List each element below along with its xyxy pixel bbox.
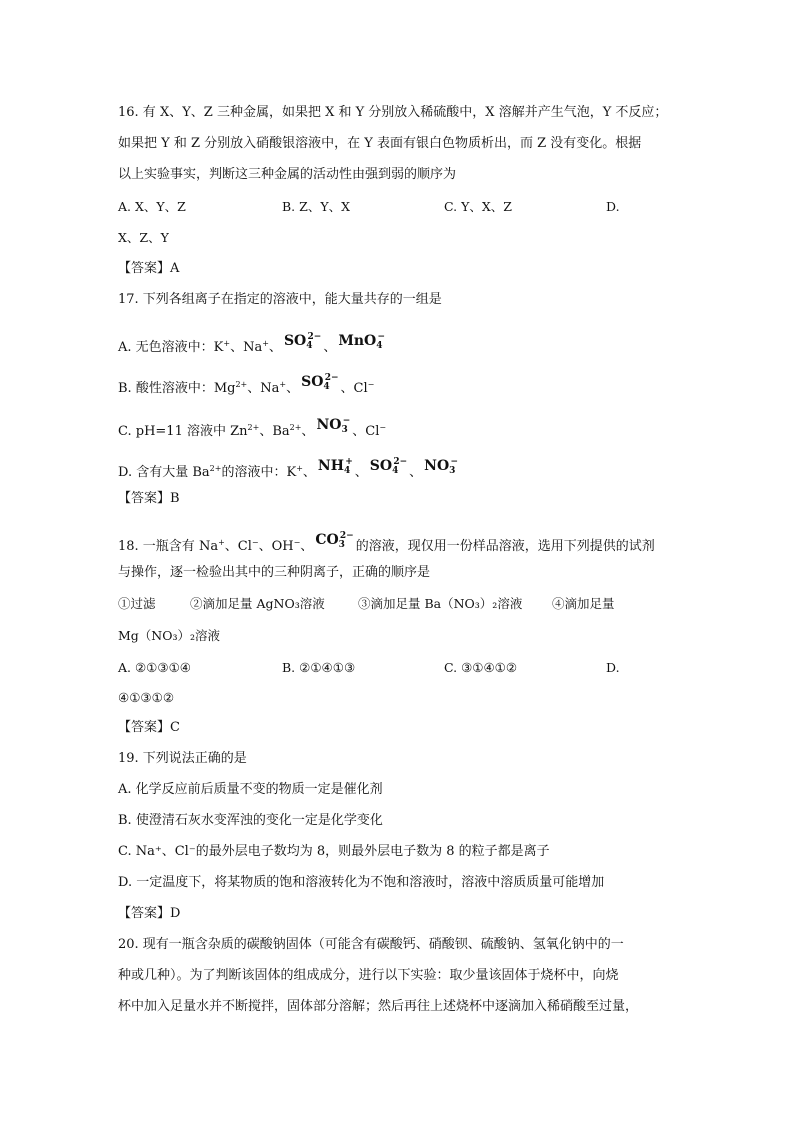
q17-a-text: A. 无色溶液中：K <box>118 340 224 355</box>
q17-b-text: B. 酸性溶液中：Mg <box>118 381 236 396</box>
q19-option-d: D. 一定温度下，将某物质的饱和溶液转化为不饱和溶液时，溶液中溶质质量可能增加 <box>118 875 605 890</box>
q18-line1-text: 18. 一瓶含有 Na <box>118 539 219 554</box>
sulfate-formula: $SO_4^{2-}$ <box>283 332 322 351</box>
sulfate-formula: $SO_4^{2-}$ <box>301 373 339 392</box>
q16-answer: 【答案】A <box>118 261 180 276</box>
q20-line-2: 种或几种）。为了判断该固体的组成成分，进行以下实验：取少量该固体于烧杯中，向烧 <box>118 968 619 983</box>
permanganate-formula: MnO$_4$− <box>338 332 386 351</box>
q18-option-a: A. ②①③①④ <box>118 660 192 675</box>
carbonate-formula: $CO_3^{2-}$ <box>315 531 354 550</box>
q19-stem: 19. 下列说法正确的是 <box>118 751 247 766</box>
q17-c-text: C. pH=11 溶液中 Zn <box>118 424 248 439</box>
q18-option-d: D. <box>606 660 620 675</box>
q18-option-c: C. ③①④①② <box>444 660 518 675</box>
q17-answer: 【答案】B <box>118 491 180 506</box>
q16-option-d: D. <box>606 199 620 214</box>
sulfate-formula: $SO_4^{2-}$ <box>369 457 408 476</box>
q17-d-text: D. 含有大量 Ba <box>118 465 210 480</box>
q16-option-a: A. X、Y、Z <box>118 199 186 214</box>
q20-line-1: 20. 现有一瓶含杂质的碳酸钠固体（可能含有碳酸钙、硝酸钡、硫酸钠、氢氧化钠中的一 <box>118 937 624 952</box>
q18-line-2: 与操作，逐一检验出其中的三种阴离子，正确的顺序是 <box>118 565 431 580</box>
q19-answer: 【答案】D <box>118 906 181 921</box>
q19-option-a: A. 化学反应前后质量不变的物质一定是催化剂 <box>118 782 383 797</box>
q18-line1-suffix: 的溶液，现仅用一份样品溶液，选用下列提供的试剂 <box>355 539 655 554</box>
q16-line-2: 如果把 Y 和 Z 分别放入硝酸银溶液中，在 Y 表面有银白色物质析出，而 Z 没有变化。根据 <box>118 136 642 151</box>
ammonium-formula: $NH_4^+$ <box>317 457 353 476</box>
q16-option-d-cont: X、Z、Y <box>118 230 169 245</box>
q19-option-b: B. 使澄清石灰水变浑浊的变化一定是化学变化 <box>118 813 383 828</box>
q20-line-3: 杯中加入足量水并不断搅拌，固体部分溶解；然后再往上述烧杯中逐滴加入稀硝酸至过量， <box>118 999 639 1014</box>
q17-option-b: B. 酸性溶液中：$Mg^{2+}$、Na+、 $SO_4^{2-}$、Cl− <box>118 375 374 402</box>
q18-line-1: 18. 一瓶含有 Na+、Cl−、OH−、 $CO_3^{2-}$的溶液，现仅用一份样品溶液，选用下列提供的试剂 <box>118 533 655 560</box>
q19-option-c: C. Na⁺、Cl⁻的最外层电子数均为 8，则最外层电子数为 8 的粒子都是离子 <box>118 844 550 859</box>
q18-option-d-cont: ④①③①② <box>118 690 175 705</box>
q17-option-a: A. 无色溶液中：K+、Na+、 $SO_4^{2-}$、 MnO$_4$− <box>118 334 387 361</box>
q16-line-1: 16. 有 X、Y、Z 三种金属，如果把 X 和 Y 分别放入稀硫酸中，X 溶解并产生气泡，Y 不反应； <box>118 105 668 120</box>
q18-option-b: B. ②①④①③ <box>282 660 356 675</box>
q17-option-d: D. 含有大量 $Ba^{2+}$的溶液中：K+、 $NH_4^+$、 $SO_4^{2-}$、 $NO_3^-$ <box>118 459 460 486</box>
nitrate-formula: $NO_3^-$ <box>424 457 458 476</box>
q18-step-3: ③滴加足量 Ba（NO₃）₂溶液 <box>358 596 523 611</box>
q17-stem: 17. 下列各组离子在指定的溶液中，能大量共存的一组是 <box>118 292 442 307</box>
q18-answer: 【答案】C <box>118 720 180 735</box>
q17-option-c: C. pH=11 溶液中 $Zn^{2+}$、$Ba^{2+}$、 $NO_3^-$、Cl− <box>118 418 386 445</box>
q16-line-3: 以上实验事实，判断这三种金属的活动性由强到弱的顺序为 <box>118 167 457 182</box>
q18-step-1: ①过滤 <box>118 596 156 611</box>
q18-step-2: ②滴加足量 AgNO₃溶液 <box>190 596 325 611</box>
nitrate-formula: $NO_3^-$ <box>316 416 351 435</box>
q16-option-c: C. Y、X、Z <box>444 199 512 214</box>
q18-step-4: ④滴加足量 <box>552 596 615 611</box>
q18-step-4-cont: Mg（NO₃）₂溶液 <box>118 628 221 643</box>
q16-option-b: B. Z、Y、X <box>282 199 350 214</box>
